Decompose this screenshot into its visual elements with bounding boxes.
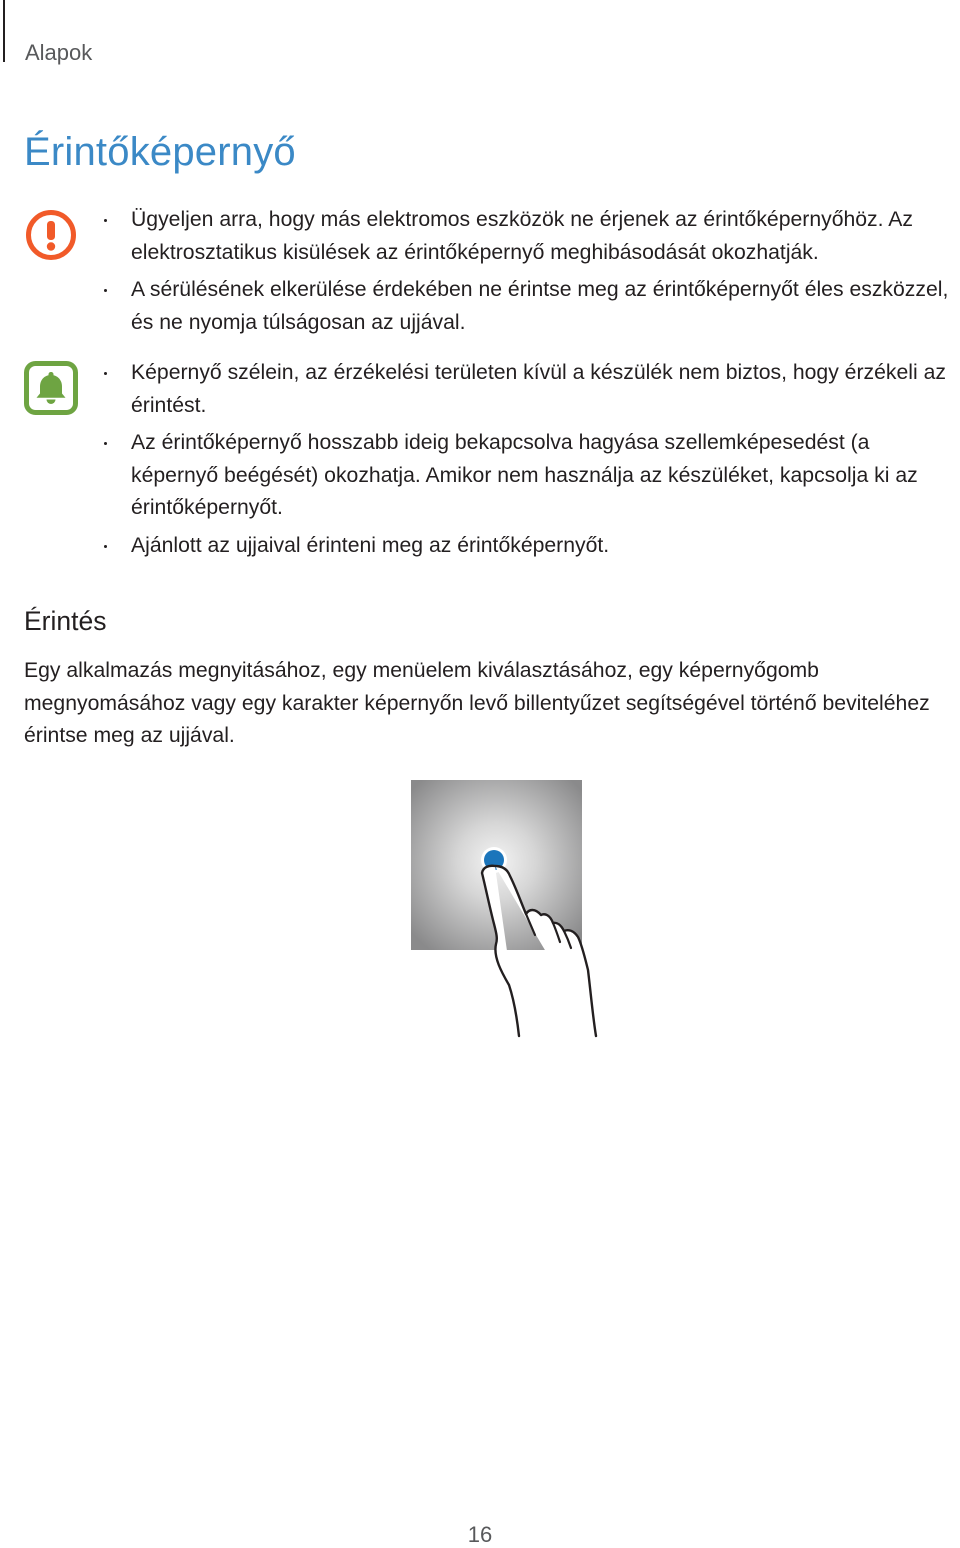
caution-exclamation-icon	[24, 208, 78, 262]
page-title: Érintőképernyő	[24, 130, 296, 174]
note-item: Az érintőképernyő hosszabb ideig bekapcsolva hagyása szellemképesedést (a képernyő beégését) okozhatja. Amikor nem használja az készüléket, kapcsolja ki az érintőképernyőt.	[100, 427, 950, 525]
caution-item: A sérülésének elkerülése érdekében ne érintse meg az érintőképernyőt éles eszközzel, és ne nyomja túlságosan az ujjával.	[100, 274, 950, 339]
caution-item: Ügyeljen arra, hogy más elektromos eszközök ne érjenek az érintőképernyőhöz. Az elektrosztatikus kisülések az érintőképernyő meghibásodását okozhatják.	[100, 204, 950, 269]
header-rule	[3, 0, 5, 62]
section-heading: Érintés	[24, 606, 107, 636]
bell-icon	[24, 361, 78, 415]
note-item: Ajánlott az ujjaival érinteni meg az érintőképernyőt.	[100, 530, 950, 563]
page-number: 16	[467, 1522, 493, 1547]
body-paragraph: Egy alkalmazás megnyitásához, egy menüelem kiválasztásához, egy képernyőgomb megnyomásához vagy egy karakter képernyőn levő billentyűzet segítségével történő beviteléhez érintse meg az ujjával.	[24, 659, 930, 747]
tap-gesture-icon	[411, 780, 611, 1040]
note-item: Képernyő szélein, az érzékelési területen kívül a készülék nem biztos, hogy érzékeli az érintést.	[100, 357, 950, 422]
caution-list	[100, 204, 950, 344]
section-header: Alapok	[25, 40, 93, 65]
note-list	[100, 357, 950, 567]
